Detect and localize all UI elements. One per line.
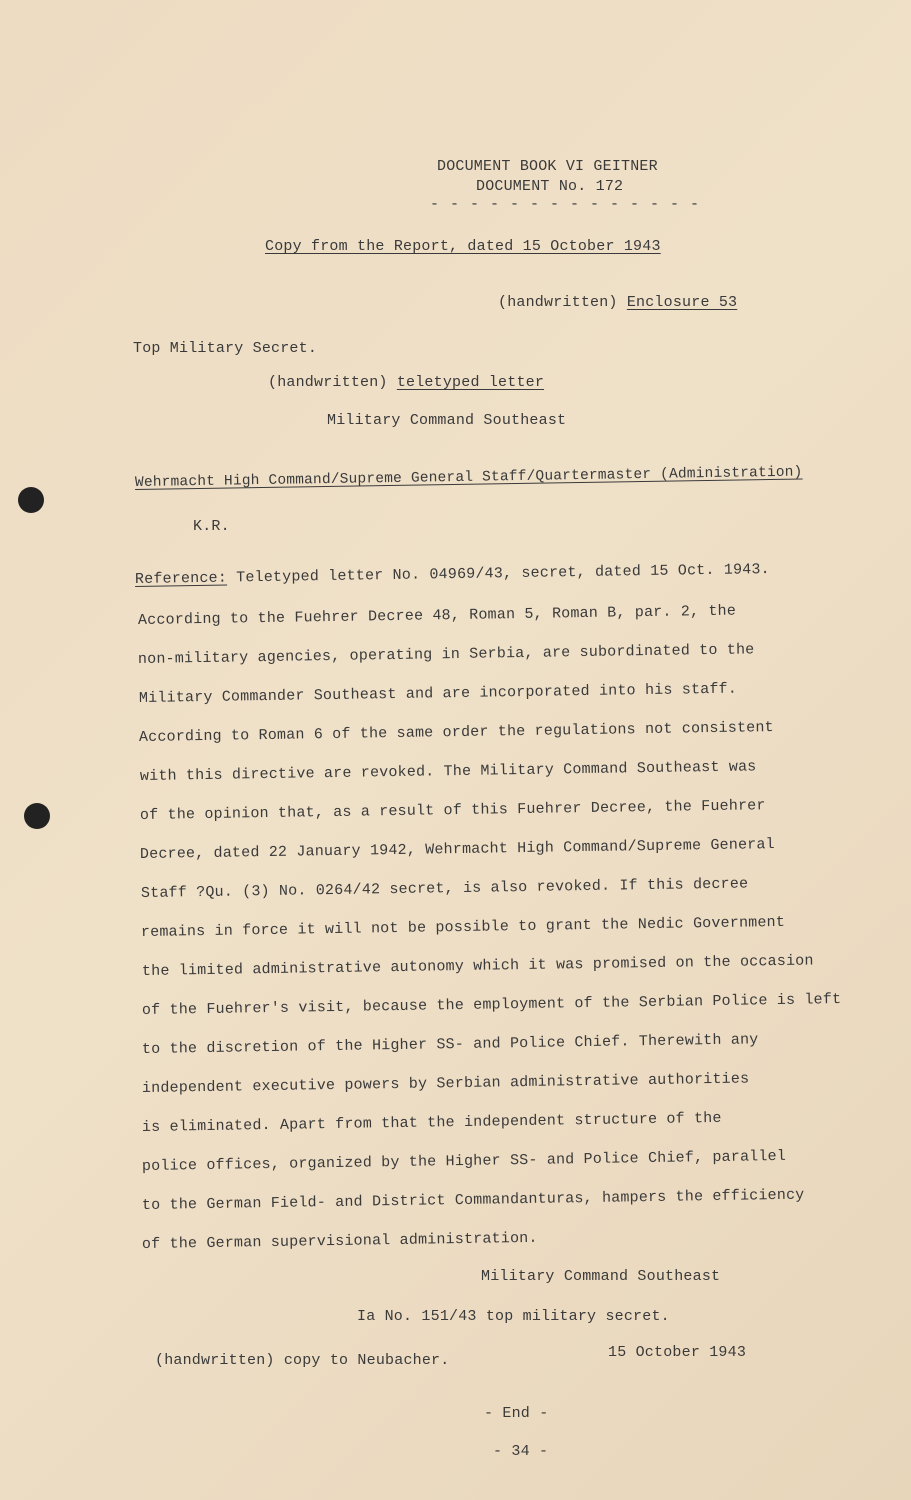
letter-type-prefix: (handwritten) [268,374,397,391]
letter-type-line [268,374,544,391]
document-book-title: DOCUMENT BOOK VI GEITNER [437,158,658,175]
signature-date: 15 October 1943 [608,1344,747,1361]
copy-line: Copy from the Report, dated 15 October 1943 [265,238,661,255]
body-line: Decree, dated 22 January 1942, Wehrmacht High Command/Supreme General [140,836,776,863]
body-line: independent executive powers by Serbian administrative authorities [141,1070,750,1097]
body-line: remains in force it will not be possible to grant the Nedic Government [141,913,786,941]
body-line: of the opinion that, as a result of this Fuehrer Decree, the Fuehrer [139,797,766,824]
reference-line [135,561,770,588]
body-line: police offices, organized by the Higher SS- and Police Chief, parallel [141,1147,787,1175]
body-line: non-military agencies, operating in Serbia, are subordinated to the [138,641,755,668]
header-separator: - - - - - - - - - - - - - - [430,196,701,213]
signature-reference: Ia No. 151/43 top military secret. [357,1308,670,1325]
kr-line: K.R. [193,518,230,535]
enclosure-prefix: (handwritten) [498,294,627,311]
body-line: According to Roman 6 of the same order the regulations not consistent [139,719,775,746]
body-line: of the German supervisional administration. [141,1229,538,1253]
body-line: is eliminated. Apart from that the independent structure of the [141,1109,722,1136]
end-marker: - End - [484,1405,549,1422]
punch-hole [18,487,44,513]
body-line: to the discretion of the Higher SS- and Police Chief. Therewith any [141,1031,759,1058]
document-number: DOCUMENT No. 172 [476,178,624,195]
reference-text: Teletyped letter No. 04969/43, secret, dated 15 Oct. 1943. [226,561,770,587]
classification: Top Military Secret. [133,340,318,357]
punch-hole [24,803,50,829]
signature-command: Military Command Southeast [481,1268,721,1285]
body-line: According to the Fuehrer Decree 48, Roman 5, Roman B, par. 2, the [137,602,737,629]
letter-type-text: teletyped letter [396,374,545,391]
enclosure-line [498,294,737,311]
body-line: of the Fuehrer's visit, because the employment of the Serbian Police is left [141,991,842,1019]
body-line: with this directive are revoked. The Military Command Southeast was [139,758,757,785]
body-line: to the German Field- and District Commandanturas, hampers the efficiency [141,1186,805,1214]
copy-note: (handwritten) copy to Neubacher. [155,1352,450,1369]
body-line: Military Commander Southeast and are incorporated into his staff. [138,680,737,707]
reference-label: Reference: [134,569,228,588]
sender: Military Command Southeast [327,412,567,429]
page-number: - 34 - [493,1443,549,1460]
body-line: Staff ?Qu. (3) No. 0264/42 secret, is also revoked. If this decree [140,875,749,902]
enclosure-text: Enclosure 53 [626,294,738,311]
body-line: the limited administrative autonomy which it was promised on the occasion [141,952,814,980]
addressee: Wehrmacht High Command/Supreme General Staff/Quartermaster (Administration) [134,464,803,491]
